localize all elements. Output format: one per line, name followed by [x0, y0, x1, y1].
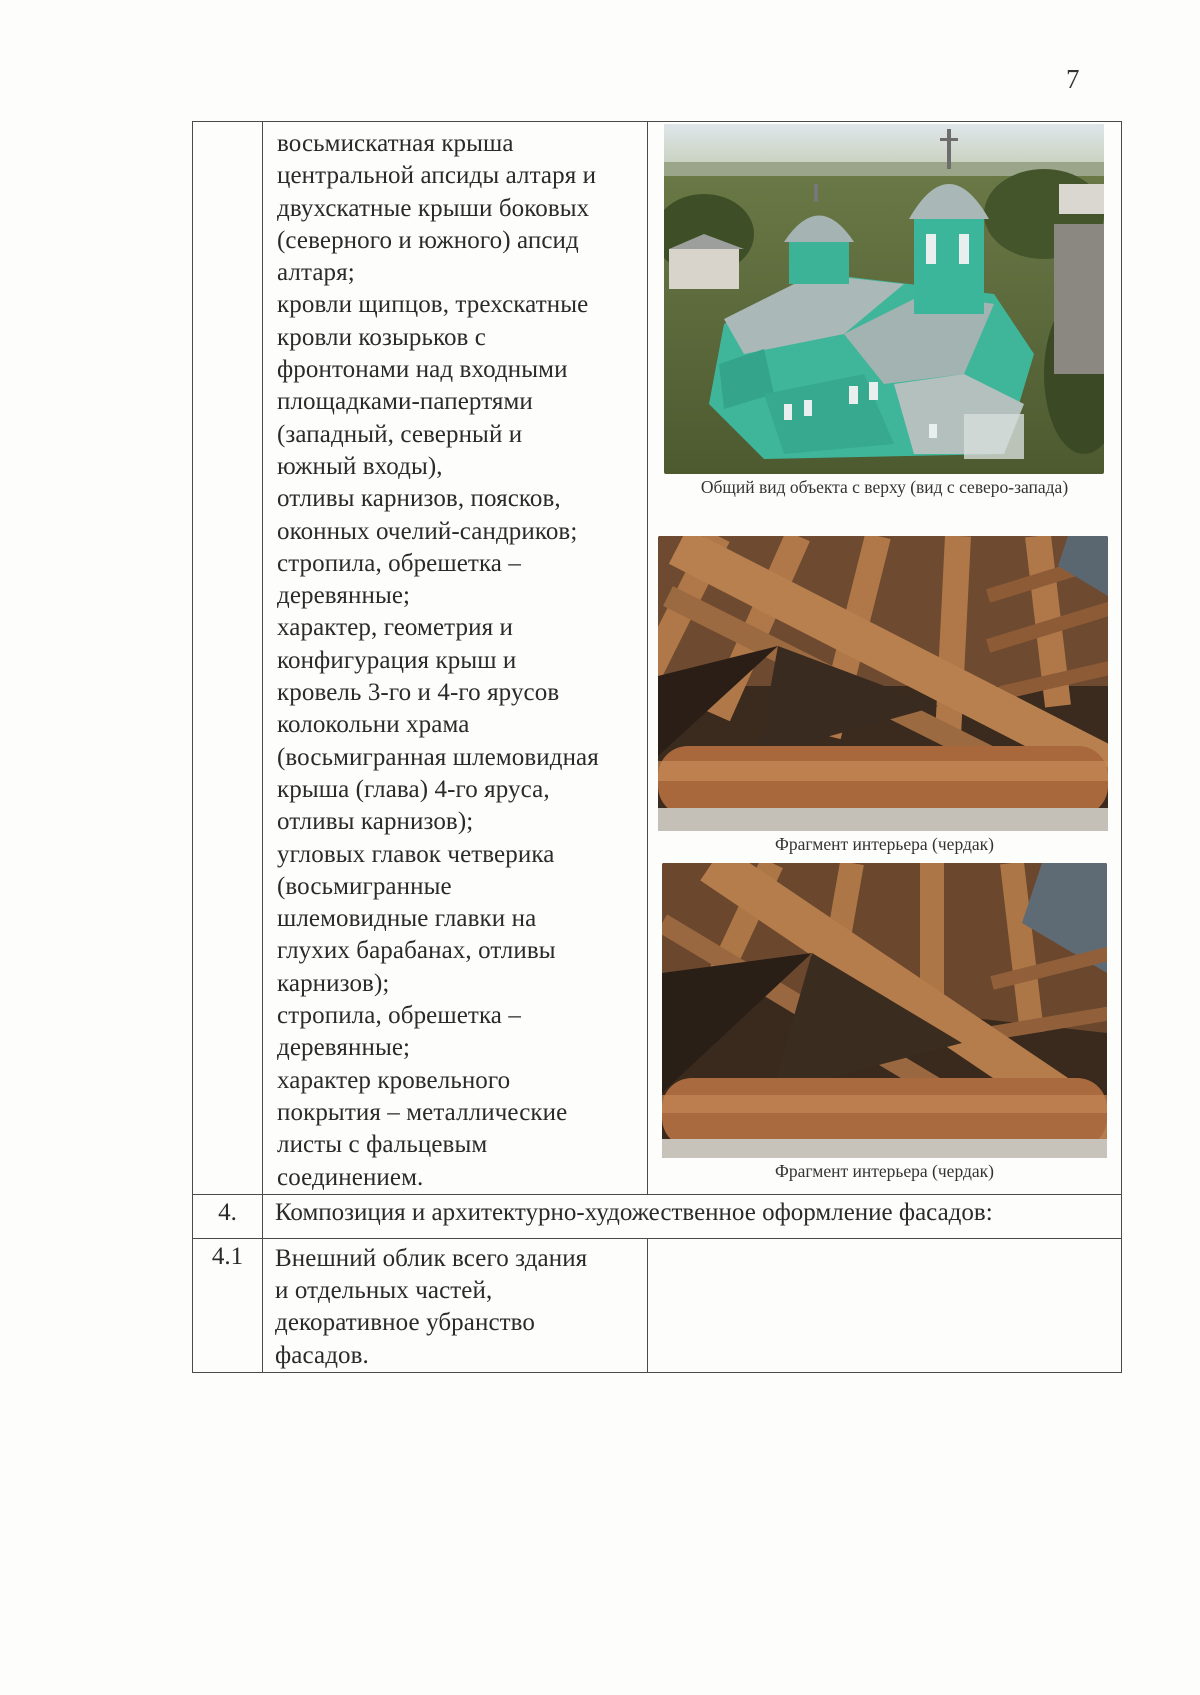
text-line: центральной апсиды алтаря и [277, 162, 597, 190]
text-line: характер, геометрия и [277, 614, 513, 642]
row-number: 4.1 [193, 1238, 263, 1372]
text-line: фронтонами над входными [277, 356, 568, 384]
text-line: восьмискатная крыша [277, 130, 514, 157]
church-photo-icon [664, 124, 1104, 474]
section-heading: Композиция и архитектурно-художественное оформление фасадов: [263, 1194, 1122, 1238]
text-line: и отдельных частей, [275, 1277, 493, 1305]
text-line: деревянные; [277, 582, 411, 610]
table-row-4-1 [193, 1238, 1122, 1372]
text-line: декоративное убранство [275, 1309, 536, 1337]
text-line: кровли щипцов, трехскатные [277, 291, 589, 319]
text-line: южный входы), [277, 452, 443, 480]
text-line: колокольни храма [277, 711, 470, 739]
text-line: фасадов. [275, 1341, 369, 1369]
text-line: (западный, северный и [277, 420, 523, 448]
row-number: 4. [193, 1194, 263, 1238]
text-line: кровли козырьков с [277, 323, 487, 351]
roof-description-cell [263, 122, 648, 1195]
photo-caption: Общий вид объекта с верху (вид с северо-запада) [700, 477, 1069, 497]
text-line: кровель 3-го и 4-го ярусов [277, 679, 560, 707]
text-line: глухих барабанах, отливы [277, 937, 556, 965]
text-line: характер кровельного [277, 1066, 511, 1094]
text-line: оконных очелий-сандриков; [277, 517, 578, 545]
text-line: стропила, обрешетка – [277, 1002, 521, 1030]
text-line: крыша (глава) 4-го яруса, [277, 775, 550, 803]
attic-photo-icon [658, 536, 1108, 831]
text-line: отливы карнизов); [277, 808, 474, 836]
text-line: угловых главок четверика [277, 840, 555, 868]
text-line: двухскатные крыши боковых [277, 194, 590, 222]
photo-caption: Фрагмент интерьера (чердак) [775, 1161, 994, 1181]
text-line: отливы карнизов, поясков, [277, 485, 561, 513]
photo-caption: Фрагмент интерьера (чердак) [775, 834, 994, 854]
table-row-roofs [193, 122, 1122, 1195]
text-line: (северного и южного) апсид [277, 226, 579, 254]
heritage-table [192, 121, 1122, 1373]
text-line: покрытия – металлические [277, 1098, 568, 1126]
text-line: соединением. [277, 1163, 424, 1191]
page-number: 7 [1066, 64, 1080, 94]
text-line: шлемовидные главки на [277, 905, 537, 933]
text-line: стропила, обрешетка – [277, 549, 521, 577]
facade-description-cell [263, 1238, 648, 1372]
text-line: площадками-папертями [277, 388, 533, 416]
text-line: алтаря; [277, 259, 355, 287]
text-line: листы с фальцевым [277, 1131, 488, 1159]
attic-photo-icon [662, 863, 1107, 1158]
text-line: карнизов); [277, 969, 390, 997]
text-line: деревянные; [277, 1034, 411, 1062]
photo-cell [648, 122, 1122, 1195]
text-line: Внешний облик всего здания [275, 1244, 588, 1272]
text-line: конфигурация крыш и [277, 646, 517, 674]
row-number-cell [193, 122, 263, 1195]
empty-photo-cell [648, 1238, 1122, 1372]
table-row-4 [193, 1194, 1122, 1238]
text-line: (восьмигранные [277, 872, 452, 900]
text-line: (восьмигранная шлемовидная [277, 743, 599, 771]
